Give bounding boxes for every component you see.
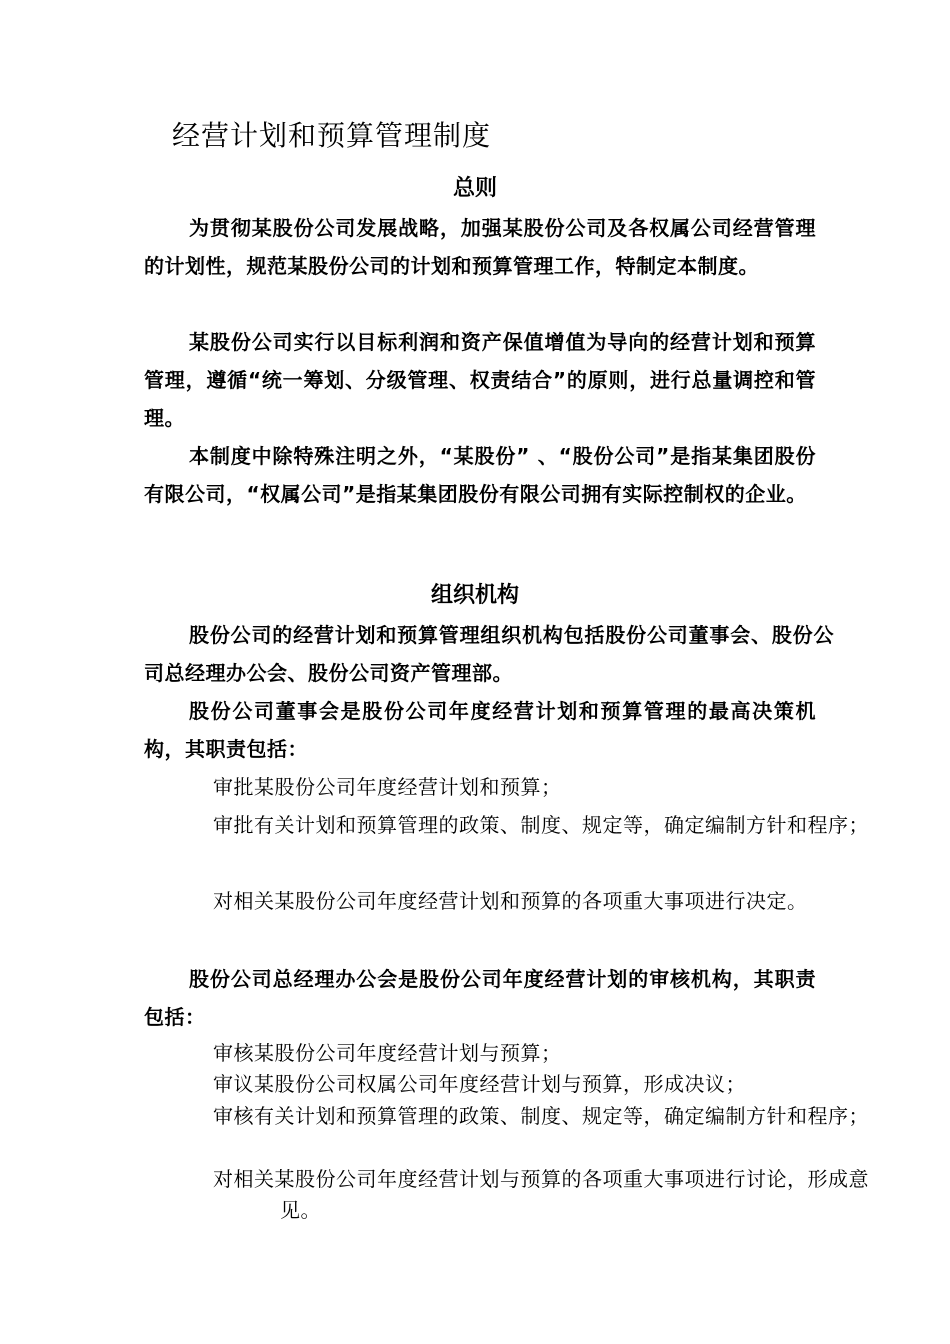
section-heading-general: 总则 <box>452 176 497 201</box>
board-duty-item: 审批有关计划和预算管理的政策、制度、规定等，确定编制方针和程序； <box>213 813 869 837</box>
paragraph-board-role: 股份公司董事会是股份公司年度经营计划和预算管理的最高决策机构，其职责包括： <box>144 699 816 761</box>
paragraph-definitions: 本制度中除特殊注明之外，“某股份” 、“股份公司”是指某集团股份有限公司，“权属公司”是指某集团股份有限公司拥有实际控制权的企业。 <box>144 444 816 506</box>
office-duty-item: 对相关某股份公司年度经营计划与预算的各项重大事项进行讨论，形成意见。 <box>213 1167 869 1222</box>
paragraph-office-role: 股份公司总经理办公会是股份公司年度经营计划的审核机构，其职责包括： <box>144 967 816 1029</box>
section-heading-organization: 组织机构 <box>430 583 519 608</box>
board-duty-item: 审批某股份公司年度经营计划和预算； <box>213 775 562 799</box>
paragraph-org-structure: 股份公司的经营计划和预算管理组织机构包括股份公司董事会、股份公司总经理办公会、股份公司资产管理部。 <box>144 623 834 685</box>
office-duty-item: 审议某股份公司权属公司年度经营计划与预算，形成决议； <box>213 1072 746 1096</box>
document-title: 经营计划和预算管理制度 <box>172 119 492 152</box>
office-duty-item: 审核有关计划和预算管理的政策、制度、规定等，确定编制方针和程序； <box>213 1104 869 1128</box>
paragraph-principles: 某股份公司实行以目标利润和资产保值增值为导向的经营计划和预算管理，遵循“统一筹划、分级管理、权责结合”的原则，进行总量调控和管理。 <box>144 330 816 430</box>
paragraph-purpose: 为贯彻某股份公司发展战略，加强某股份公司及各权属公司经营管理的计划性，规范某股份公司的计划和预算管理工作，特制定本制度。 <box>144 216 816 278</box>
board-duty-item: 对相关某股份公司年度经营计划和预算的各项重大事项进行决定。 <box>213 889 808 913</box>
office-duty-item: 审核某股份公司年度经营计划与预算； <box>213 1041 562 1065</box>
